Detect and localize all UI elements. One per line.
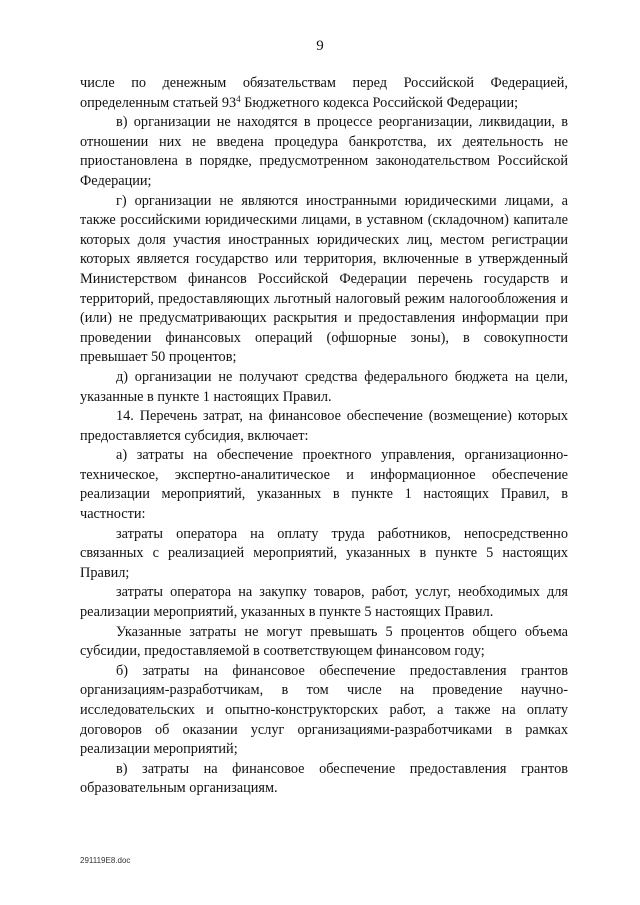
- paragraph-continuation-text: числе по денежным обязательствам перед Российской Федерацией, определенным статьей 93: [80, 75, 568, 111]
- paragraph-item-v2: в) затраты на финансовое обеспечение предоставления грантов образовательным организациям.: [80, 760, 568, 797]
- article-superscript: 4: [236, 93, 241, 104]
- paragraph-labor-costs: затраты оператора на оплату труда работников, непосредственно связанных с реализацией мероприятий, указанных в пункте 5 настоящих Правил;: [80, 525, 568, 581]
- paragraph-item-b: б) затраты на финансовое обеспечение предоставления грантов организациям-разработчикам, в том числе на проведение научно-исследовательских и опытно-конструкторских работ, а также на оплату договоров об оказании услуг организациями-разработчиками в рамках реализации мероприятий;: [80, 662, 568, 758]
- paragraph-clause-14: 14. Перечень затрат, на финансовое обеспечение (возмещение) которых предоставляется субсидия, включает:: [80, 408, 568, 444]
- paragraph-item-d: д) организации не получают средства федерального бюджета на цели, указанные в пункте 1 настоящих Правил.: [80, 368, 568, 405]
- paragraph-cost-limit: Указанные затраты не могут превышать 5 процентов общего объема субсидии, предоставляемой в соответствующем финансовом году;: [80, 623, 568, 660]
- footer-file-code: 291119E8.doc: [80, 856, 131, 865]
- paragraph-procurement-costs: затраты оператора на закупку товаров, работ, услуг, необходимых для реализации мероприятий, указанных в пункте 5 настоящих Правил.: [80, 584, 568, 621]
- page-number: 9: [316, 38, 324, 54]
- document-body: [80, 74, 568, 799]
- paragraph-continuation: [80, 74, 568, 113]
- paragraph-continuation-tail: Бюджетного кодекса Российской Федерации;: [240, 94, 519, 111]
- paragraph-item-a: а) затраты на обеспечение проектного управления, организационно-техническое, экспертно-аналитическое и информационное обеспечение реализации мероприятий, указанных в пункте 1 настоящих Правил, в частности:: [80, 447, 568, 523]
- paragraph-item-g: г) организации не являются иностранными юридическими лицами, а также российскими юридическими лицами, в уставном (складочном) капитале которых доля участия иностранных юридических лиц, местом регистрации которых является государство или территория, включенные в утвержденный Министерством финансов Российской Федерации перечень государств и территорий, предоставляющих льготный налоговый режим налогообложения и (или) не предусматривающих раскрытия и предоставления информации при проведении финансовых операций (офшорные зоны), в совокупности превышает 50 процентов;: [80, 192, 568, 366]
- paragraph-item-v: в) организации не находятся в процессе реорганизации, ликвидации, в отношении них не введена процедура банкротства, их деятельность не приостановлена в порядке, предусмотренном законодательством Российской Федерации;: [80, 114, 568, 189]
